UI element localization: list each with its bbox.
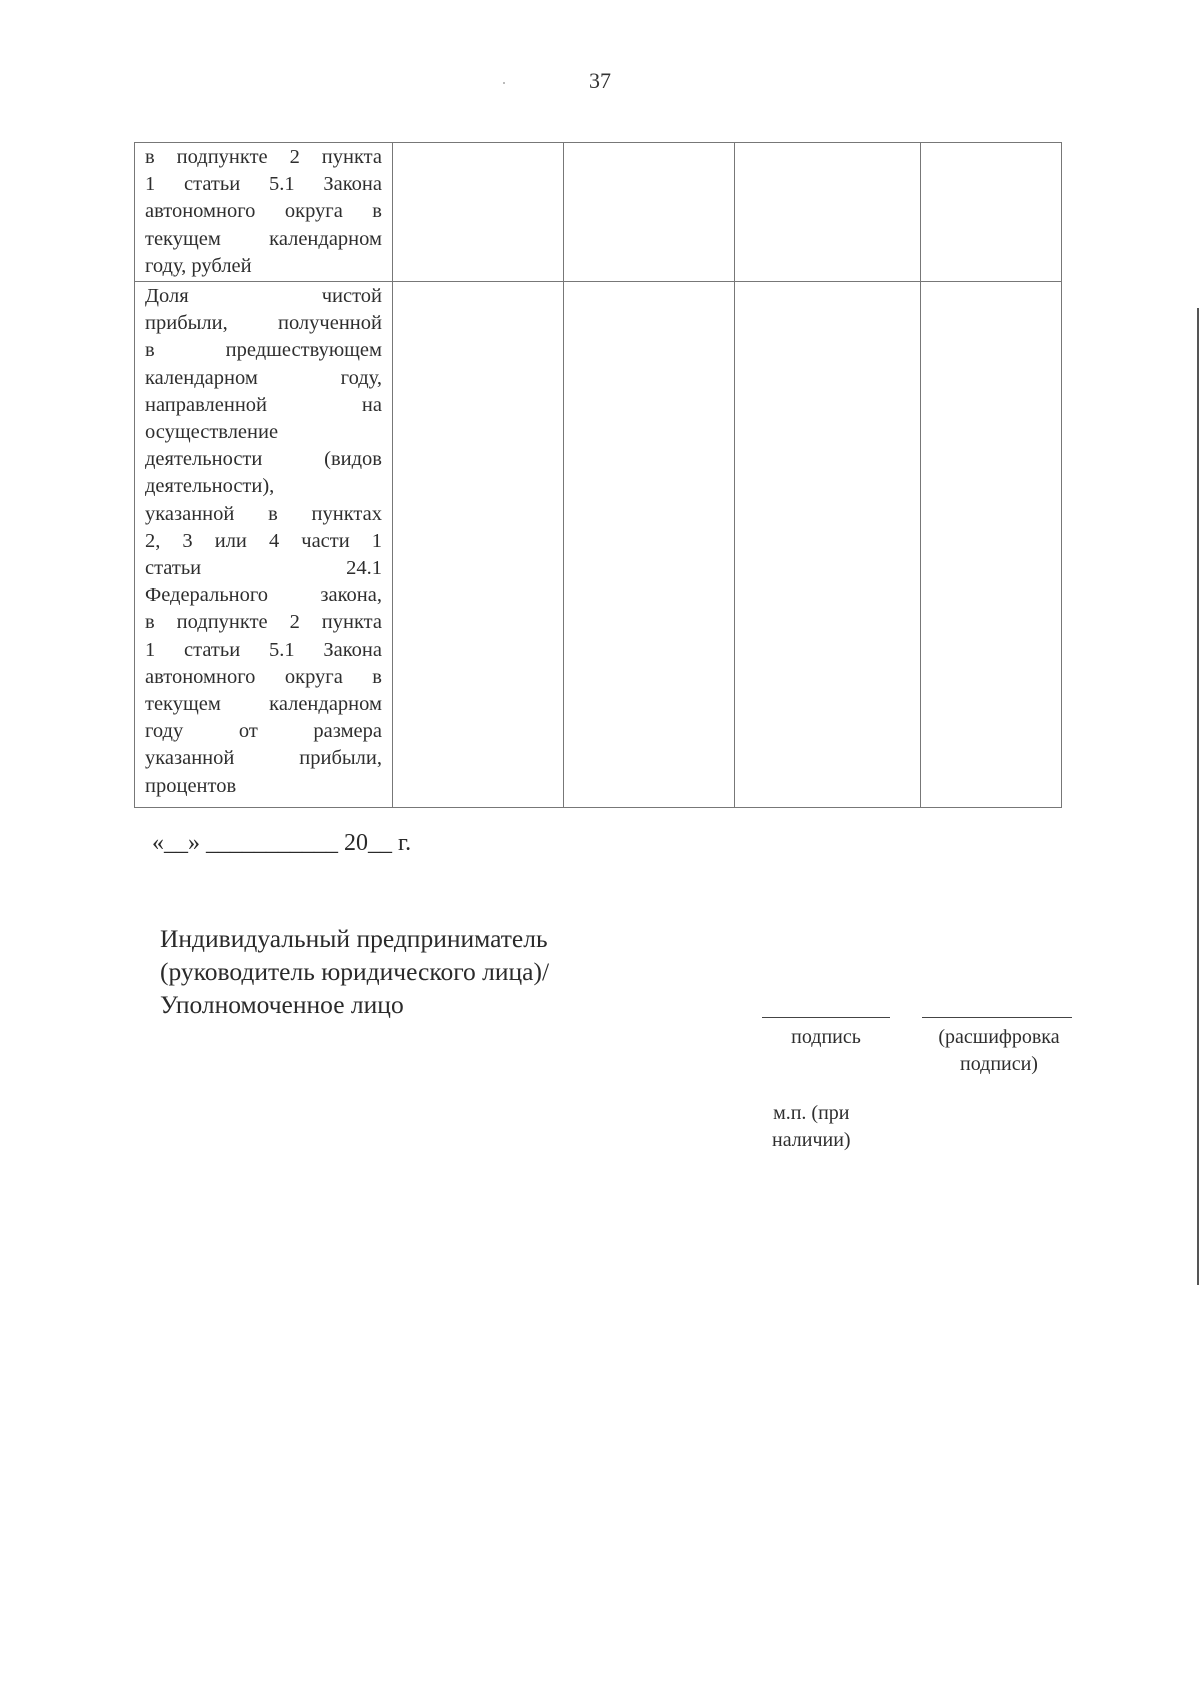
row-label-line: автономного округа в	[145, 200, 382, 223]
table-row	[135, 282, 1062, 808]
row-label-line: в подпункте 2 пункта	[145, 611, 382, 634]
value-cell	[735, 143, 921, 282]
decoding-caption	[914, 1024, 1084, 1078]
scan-edge-line	[1197, 308, 1199, 1285]
row-label-line: текущем календарном	[145, 693, 382, 716]
value-cell	[393, 143, 564, 282]
page-number: 37	[589, 68, 611, 93]
row-label-line: календарном году,	[145, 366, 382, 389]
signature-caption: подпись	[791, 1026, 861, 1048]
decoding-underline	[922, 1017, 1072, 1018]
row-label-line: деятельности),	[145, 475, 275, 498]
signer-line: (руководитель юридического лица)/	[160, 957, 550, 986]
row-label-line: осуществление	[145, 421, 279, 444]
signer-block	[160, 922, 549, 1021]
row-label-line: прибыли, полученной	[145, 312, 382, 335]
row-label-line: 2, 3 или 4 части 1	[145, 529, 382, 552]
value-cell	[564, 282, 735, 808]
decoding-caption-line: (расшифровка	[938, 1026, 1060, 1048]
row-label-line: указанной в пунктах	[145, 502, 382, 525]
decoding-caption-line: подписи)	[960, 1053, 1038, 1075]
row-label-line: деятельности (видов	[145, 448, 382, 471]
row-label-cell	[135, 143, 393, 282]
row-label-line: автономного округа в	[145, 665, 382, 688]
row-label-line: в подпункте 2 пункта	[145, 146, 382, 168]
row-label-cell	[135, 282, 393, 808]
table-row	[135, 143, 1062, 282]
row-label-line: направленной на	[145, 393, 382, 416]
value-cell	[564, 143, 735, 282]
row-label-line: 1 статьи 5.1 Закона	[145, 173, 382, 196]
date-line: «__» ___________ 20__ г.	[152, 830, 412, 856]
row-label-line: статьи 24.1	[145, 557, 382, 580]
value-cell	[393, 282, 564, 808]
value-cell	[735, 282, 921, 808]
row-label-line: в предшествующем	[145, 339, 382, 362]
stamp-caption	[772, 1100, 851, 1154]
indicator-table	[134, 142, 1062, 808]
value-cell	[921, 143, 1062, 282]
value-cell	[921, 282, 1062, 808]
row-label-line: году от размера	[145, 720, 382, 743]
row-label-line: указанной прибыли,	[145, 747, 382, 770]
row-label-line: году, рублей	[145, 254, 252, 277]
signer-line: Индивидуальный предприниматель	[160, 924, 548, 953]
row-label-line: Федерального закона,	[145, 584, 382, 607]
row-label-line: текущем календарном	[145, 227, 382, 250]
row-label-line: Доля чистой	[145, 285, 382, 308]
stamp-caption-line: наличии)	[772, 1129, 851, 1151]
signer-line: Уполномоченное лицо	[160, 990, 404, 1019]
row-label-line: процентов	[145, 774, 237, 797]
row-label-line: 1 статьи 5.1 Закона	[145, 638, 382, 661]
signature-underline	[762, 1017, 890, 1018]
stamp-caption-line: м.п. (при	[773, 1102, 850, 1124]
